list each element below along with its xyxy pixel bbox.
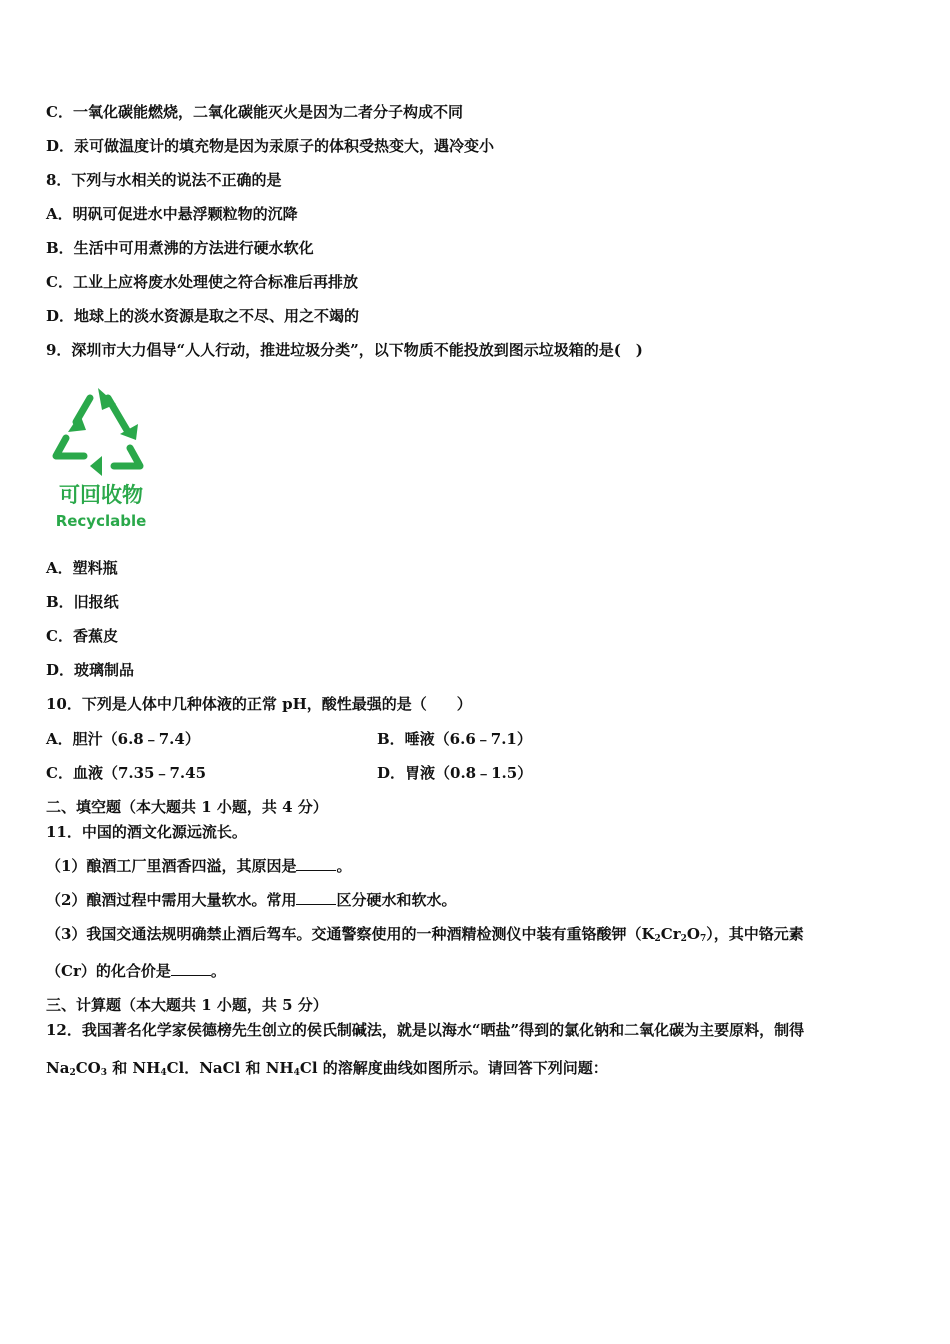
q10-option-a: A．胆汁（6.8﹣7.4）	[46, 730, 200, 748]
formula-part: CO	[75, 1059, 101, 1077]
q11-part-1-text: （1）酿酒工厂里酒香四溢，其原因是	[46, 857, 297, 875]
recycle-arrows-icon	[46, 382, 156, 534]
recyclable-logo	[46, 382, 156, 534]
answer-blank	[296, 856, 336, 871]
q9-option-a: A．塑料瓶	[46, 559, 118, 577]
q10-stem: 10．下列是人体中几种体液的正常 pH，酸性最强的是（ ）	[46, 695, 472, 713]
q11-part-2-text: （2）酿酒过程中需用大量软水。常用	[46, 891, 297, 909]
q11-part-1-end: 。	[336, 857, 352, 875]
subscript: 2	[654, 934, 661, 944]
q12-line-2	[46, 1058, 608, 1078]
logo-en-text: Recyclable	[55, 512, 147, 530]
q11-part-1	[46, 856, 351, 876]
subscript: 4	[293, 1068, 300, 1078]
q8-option-c: C．工业上应将废水处理使之符合标准后再排放	[46, 273, 358, 291]
subscript: 3	[100, 1068, 107, 1078]
q10-option-b: B．唾液（6.6﹣7.1）	[377, 730, 532, 748]
formula-part: Cl．NaCl 和 NH	[166, 1059, 294, 1077]
formula-part: Cr	[660, 925, 681, 943]
q9-option-c: C．香蕉皮	[46, 627, 118, 645]
subscript: 7	[699, 934, 707, 944]
q12-stem: 12．我国著名化学家侯德榜先生创立的侯氏制碱法，就是以海水“晒盐”得到的氯化钠和二氧化碳为主要原料，制得	[46, 1021, 805, 1039]
q7-option-c: C．一氧化碳能燃烧，二氧化碳能灭火是因为二者分子构成不同	[46, 103, 463, 121]
answer-blank	[171, 961, 211, 976]
q11-part-2	[46, 890, 456, 910]
q11-part-3-tail: ），其中铬元素	[706, 925, 804, 943]
subscript: 2	[69, 1068, 76, 1078]
q11-part-3	[46, 924, 804, 944]
q11-part-3-cont-text: （Cr）的化合价是	[46, 962, 171, 980]
q9-option-b: B．旧报纸	[46, 593, 119, 611]
q7-option-d: D．汞可做温度计的填充物是因为汞原子的体积受热变大，遇冷变小	[46, 137, 495, 155]
q11-part-2-end: 区分硬水和软水。	[336, 891, 457, 909]
formula-part: 和 NH	[106, 1059, 161, 1077]
q10-option-c: C．血液（7.35﹣7.45	[46, 764, 207, 782]
formula-part: Na	[46, 1059, 70, 1077]
q11-stem: 11．中国的酒文化源远流长。	[46, 823, 247, 841]
q12-line-2-tail: Cl 的溶解度曲线如图所示。请回答下列问题：	[299, 1059, 608, 1077]
subscript: 2	[680, 934, 687, 944]
q10-option-d: D．胃液（0.8﹣1.5）	[377, 764, 533, 782]
q11-part-3-end: 。	[210, 962, 226, 980]
q8-option-b: B．生活中可用煮沸的方法进行硬水软化	[46, 239, 314, 257]
subscript: 4	[160, 1068, 167, 1078]
section-2-heading: 二、填空题（本大题共 1 小题，共 4 分）	[46, 798, 328, 816]
q11-part-3-cont	[46, 961, 226, 981]
q8-stem: 8．下列与水相关的说法不正确的是	[46, 171, 282, 189]
q8-option-d: D．地球上的淡水资源是取之不尽、用之不竭的	[46, 307, 360, 325]
q11-part-3-text: （3）我国交通法规明确禁止酒后驾车。交通警察使用的一种酒精检测仪中装有重铬酸钾（K	[46, 925, 655, 943]
answer-blank	[296, 890, 336, 905]
q9-stem: 9．深圳市大力倡导“人人行动，推进垃圾分类”，以下物质不能投放到图示垃圾箱的是( )	[46, 341, 643, 359]
logo-cn-text: 可回收物	[59, 483, 143, 507]
q8-option-a: A．明矾可促进水中悬浮颗粒物的沉降	[46, 205, 298, 223]
formula-part: O	[686, 925, 700, 943]
section-3-heading: 三、计算题（本大题共 1 小题，共 5 分）	[46, 996, 328, 1014]
q9-option-d: D．玻璃制品	[46, 661, 135, 679]
